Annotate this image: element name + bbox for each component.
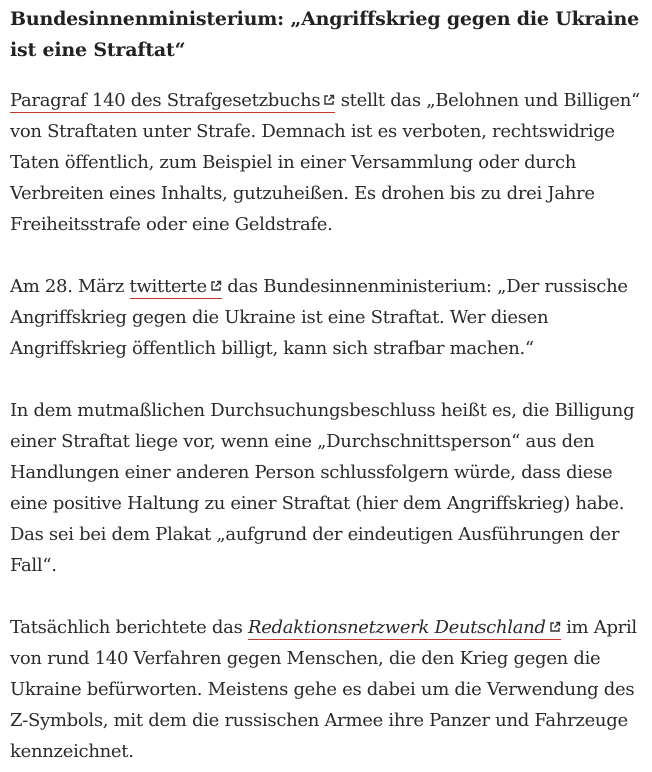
paragraph-1 (10, 85, 642, 240)
paragraph-2-after: das Bundesinnenministerium: „Der russische Angriffskrieg gegen die Ukraine ist eine Straftat. Wer diesen Angriffskrieg öffentlich billigt, kann sich strafbar machen.“ (10, 276, 628, 359)
paragraph-1-text: stellt das „Belohnen und Billigen“ von Straftaten unter Strafe. Demnach ist es verboten, rechtswidrige Taten öffentlich, zum Beispiel in einer Versammlung oder durch Verbreiten eines Inhalts, gutzuheißen. Es drohen bis zu drei Jahre Freiheitsstrafe oder eine Geldstrafe. (10, 90, 640, 235)
link-paragraf-140[interactable]: Paragraf 140 des Strafgesetzbuchs (10, 90, 335, 113)
paragraph-2-before: Am 28. März (10, 276, 130, 297)
section-heading: Bundesinnenministerium: „Angriffskrieg gegen die Ukraine ist eine Straftat“ (10, 8, 639, 61)
external-link-icon (323, 94, 335, 106)
paragraph-3: In dem mutmaßlichen Durchsuchungsbeschluss heißt es, die Billigung einer Straftat liege vor, wenn eine „Durchschnittsperson“ aus den Handlungen einer anderen Person schlussfolgern würde, dass diese eine positive Haltung zu einer Straftat (hier dem Angriffskrieg) habe. Das sei bei dem Plakat „aufgrund der eindeutigen Ausführungen der Fall“. (10, 400, 635, 576)
link-twitterte[interactable]: twitterte (130, 276, 222, 299)
external-link-icon (210, 280, 222, 292)
paragraph-4-before: Tatsächlich berichtete das (10, 617, 248, 638)
paragraph-2 (10, 271, 642, 364)
paragraph-4 (10, 612, 642, 767)
paragraph-4-after: im April von rund 140 Verfahren gegen Menschen, die den Krieg gegen die Ukraine befürworten. Meistens gehe es dabei um die Verwendung des Z-Symbols, mit dem die russischen Armee ihre Panzer und Fahrzeuge kennzeichnet. (10, 617, 637, 762)
link-redaktionsnetzwerk[interactable]: Redaktionsnetzwerk Deutschland (248, 617, 561, 640)
external-link-icon (549, 621, 561, 633)
